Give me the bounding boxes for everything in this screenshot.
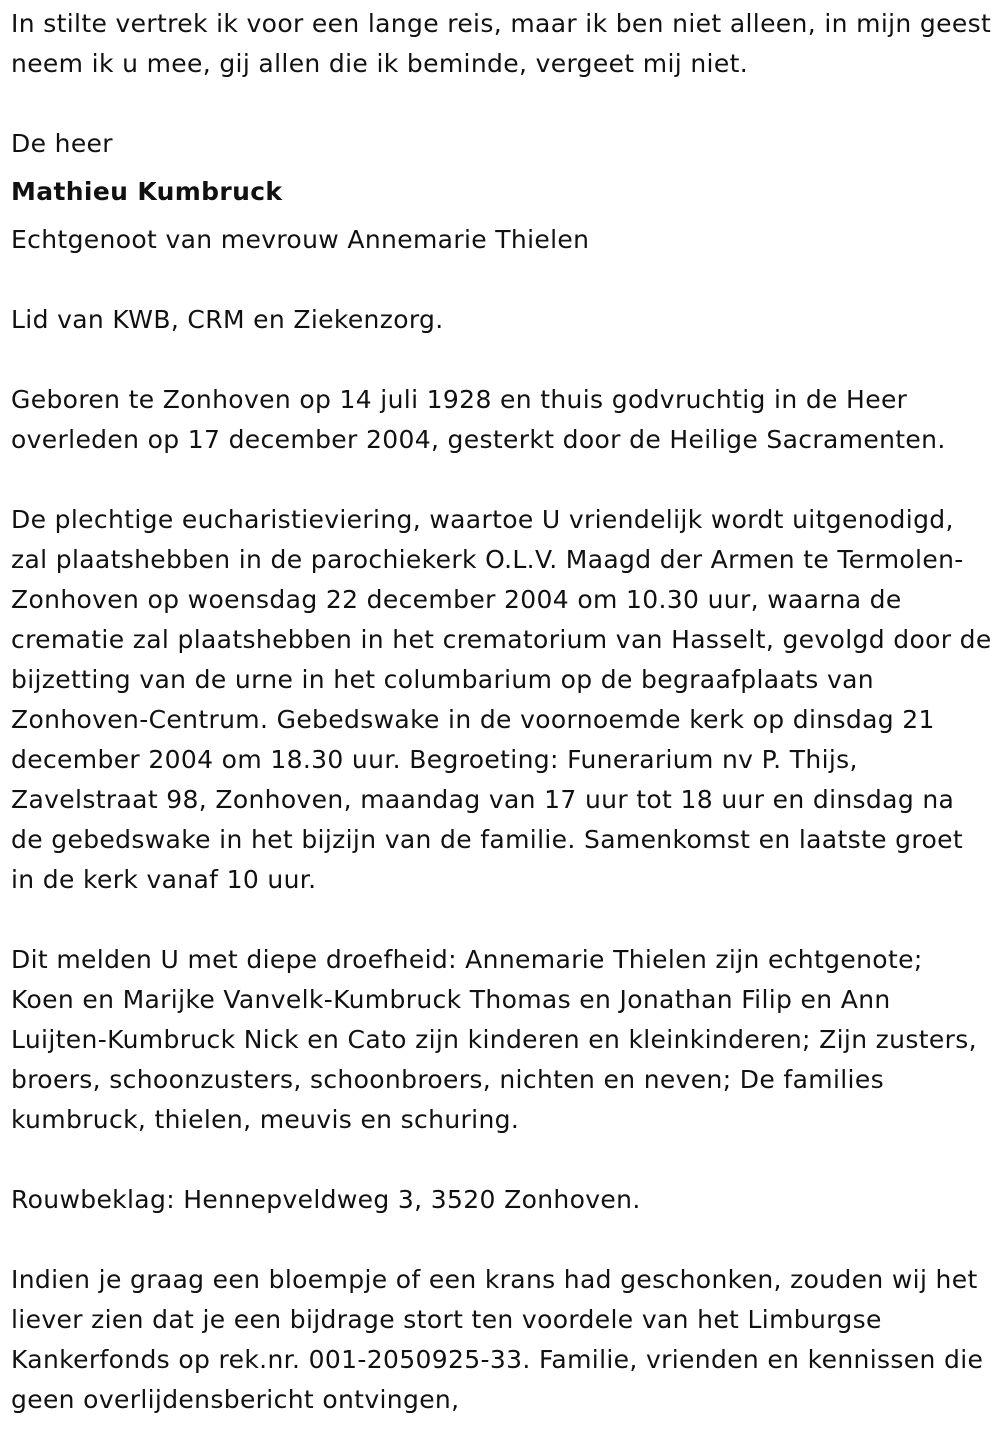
- obituary-document: [11, 4, 993, 1420]
- spacer: [11, 212, 993, 220]
- spacer: [11, 1140, 993, 1180]
- ceremony-text: De plechtige eucharistieviering, waartoe U vriendelijk wordt uitgenodigd, zal plaatshebben in de parochiekerk O.L.V. Maagd der Armen te Termolen-Zonhoven op woensdag 22 december 2004 om 10.30 uur, waarna de crematie zal plaatshebben in het crematorium van Hasselt, gevolgd door de bijzetting van de urne in het columbarium op de begraafplaats van Zonhoven-Centrum. Gebedswake in de voornoemde kerk op dinsdag 21 december 2004 om 18.30 uur. Begroeting: Funerarium nv P. Thijs, Zavelstraat 98, Zonhoven, maandag van 17 uur tot 18 uur en dinsdag na de gebedswake in het bijzijn van de familie. Samenkomst en laatste groet in de kerk vanaf 10 uur.: [11, 505, 992, 894]
- spacer: [11, 340, 993, 380]
- deceased-name: Mathieu Kumbruck: [11, 177, 283, 206]
- donation-note: Indien je graag een bloempje of een krans had geschonken, zouden wij het liever zien dat je een bijdrage stort ten voordele van het Limburgse Kankerfonds op rek.nr. 001-2050925-33. Familie, vrienden en kennissen die geen overlijdensbericht ontvingen,: [11, 1265, 984, 1414]
- announcement-text: Dit melden U met diepe droefheid: Annemarie Thielen zijn echtgenote; Koen en Marijke Vanvelk-Kumbruck Thomas en Jonathan Filip en Ann Luijten-Kumbruck Nick en Cato zijn kinderen en kleinkinderen; Zijn zusters, broers, schoonzusters, schoonbroers, nichten en neven; De families kumbruck, thielen, meuvis en schuring.: [11, 945, 977, 1134]
- motto-text: In stilte vertrek ik voor een lange reis, maar ik ben niet alleen, in mijn geest neem ik u mee, gij allen die ik beminde, vergeet mij niet.: [11, 9, 992, 78]
- spacer: [11, 900, 993, 940]
- birth-death-text: Geboren te Zonhoven op 14 juli 1928 en thuis godvruchtig in de Heer overleden op 17 december 2004, gesterkt door de Heilige Sacramenten.: [11, 385, 946, 454]
- spacer: [11, 1220, 993, 1260]
- condolence-address: Rouwbeklag: Hennepveldweg 3, 3520 Zonhoven.: [11, 1185, 641, 1214]
- salutation: De heer: [11, 129, 113, 158]
- spouse-line: Echtgenoot van mevrouw Annemarie Thielen: [11, 225, 590, 254]
- memberships-text: Lid van KWB, CRM en Ziekenzorg.: [11, 305, 444, 334]
- spacer: [11, 260, 993, 300]
- spacer: [11, 164, 993, 172]
- spacer: [11, 460, 993, 500]
- spacer: [11, 84, 993, 124]
